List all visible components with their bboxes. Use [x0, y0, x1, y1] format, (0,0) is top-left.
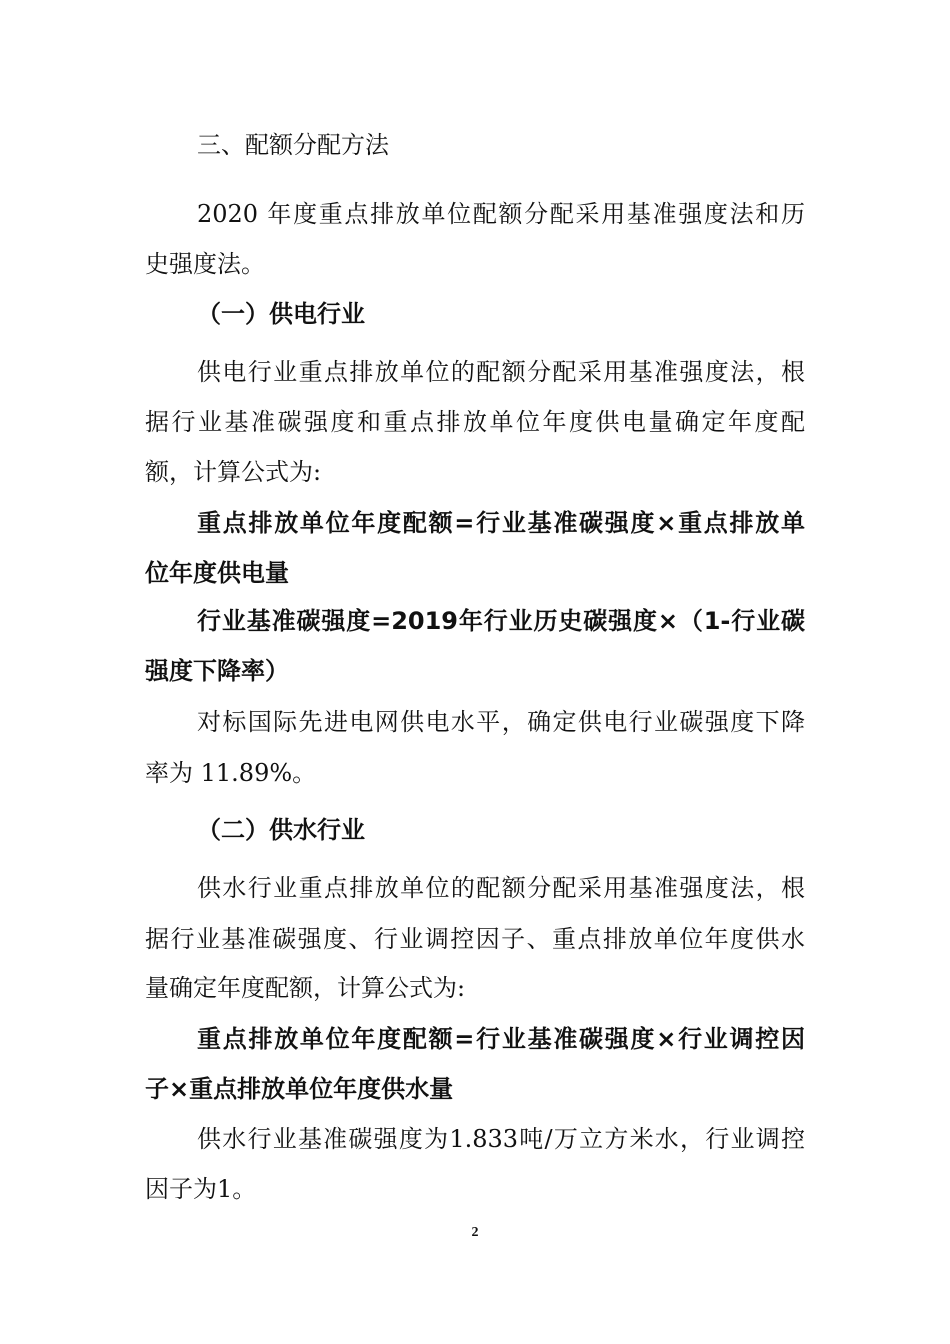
water-note-line-1: 供水行业基准碳强度为1.833吨/万立方米水，行业调控 — [197, 1125, 805, 1153]
water-formula-line-2: 子×重点排放单位年度供水量 — [145, 1075, 454, 1103]
page-number: 2 — [471, 1225, 479, 1240]
power-heading: （一）供电行业 — [197, 300, 365, 328]
power-note-line-1: 对标国际先进电网供电水平，确定供电行业碳强度下降 — [197, 708, 805, 736]
section-heading: 三、配额分配方法 — [197, 131, 389, 159]
intro-line-2: 史强度法。 — [145, 250, 265, 278]
water-formula-line-1: 重点排放单位年度配额=行业基准碳强度×行业调控因 — [197, 1025, 805, 1053]
water-para-line-3: 量确定年度配额，计算公式为: — [145, 974, 466, 1002]
power-para-line-3: 额，计算公式为: — [145, 458, 322, 486]
water-para-line-1: 供水行业重点排放单位的配额分配采用基准强度法，根 — [197, 874, 805, 902]
water-note-line-2: 因子为1。 — [145, 1175, 257, 1203]
power-formula-2-line-1: 行业基准碳强度=2019年行业历史碳强度×（1-行业碳 — [197, 607, 805, 635]
intro-line-1: 2020 年度重点排放单位配额分配采用基准强度法和历 — [197, 200, 805, 228]
power-formula-1-line-2: 位年度供电量 — [145, 559, 289, 587]
power-para-line-1: 供电行业重点排放单位的配额分配采用基准强度法，根 — [197, 358, 805, 386]
water-heading: （二）供水行业 — [197, 816, 365, 844]
power-note-line-2: 率为 11.89%。 — [145, 759, 317, 787]
power-formula-2-line-2: 强度下降率） — [145, 657, 289, 685]
power-formula-1-line-1: 重点排放单位年度配额=行业基准碳强度×重点排放单 — [197, 509, 805, 537]
power-para-line-2: 据行业基准碳强度和重点排放单位年度供电量确定年度配 — [145, 408, 805, 436]
water-para-line-2: 据行业基准碳强度、行业调控因子、重点排放单位年度供水 — [145, 925, 805, 953]
